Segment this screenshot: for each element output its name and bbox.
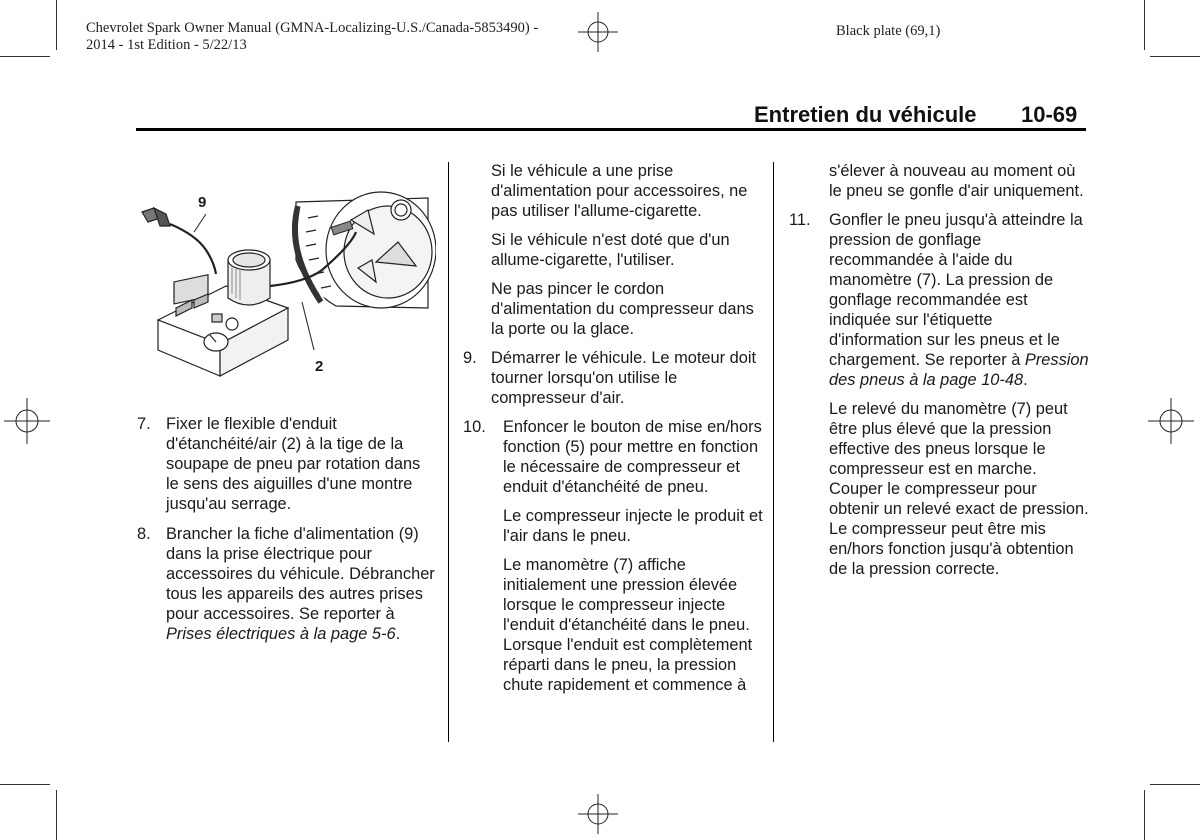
step-number: 11. (789, 211, 811, 229)
paragraph: Si le véhicule a une prise d'alimentation pour accessoires, ne pas utiliser l'allume-cigarette. (491, 162, 748, 220)
step-9 (463, 348, 763, 408)
registration-mark-left (4, 398, 50, 444)
step-text: Enfoncer le bouton de mise en/hors fonction (5) pour mettre en fonction le nécessaire de compresseur et enduit d'étanchéité de pneu. (503, 418, 762, 496)
step-10 (463, 417, 763, 497)
paragraph: s'élever à nouveau au moment où le pneu se gonfle d'air uniquement. (829, 162, 1084, 200)
print-header-line1: Chevrolet Spark Owner Manual (GMNA-Localizing-U.S./Canada-5853490) - (86, 20, 539, 36)
column-1 (137, 414, 437, 644)
column-divider-2 (773, 162, 774, 742)
tire-wheel-drawing (295, 192, 436, 308)
cross-reference-link[interactable]: Pression des pneus à la page 10-48 (829, 351, 1089, 389)
step-text: Fixer le flexible d'enduit d'étanchéité/air (2) à la tige de la soupape de pneu par rotation dans le sens des aiguilles d'une montre jusqu'au serrage. (166, 415, 421, 513)
step-7 (137, 414, 437, 514)
paragraph: Si le véhicule n'est doté que d'un allume-cigarette, l'utiliser. (491, 231, 730, 269)
page-number: 10-69 (1021, 102, 1078, 127)
step-number: 10. (463, 418, 486, 436)
tire-sealant-compressor-illustration (136, 190, 436, 385)
step-text: Gonfler le pneu jusqu'à atteindre la pression de gonflage recommandée à l'aide du manomètre (7). La pression de gonflage recommandée est indiquée sur l'étiquette d'information sur les pneus et le chargement. Se reporter à (829, 211, 1083, 369)
compressor-drawing (158, 250, 288, 376)
registration-mark-right (1148, 398, 1194, 444)
registration-mark-top (578, 12, 618, 52)
column-divider-1 (448, 162, 449, 742)
column-3 (789, 161, 1089, 579)
power-plug-drawing (142, 208, 216, 274)
section-title: Entretien du véhicule (754, 102, 977, 127)
step-number: 9. (463, 349, 477, 367)
column-2 (463, 161, 763, 695)
paragraph: Ne pas pincer le cordon d'alimentation du compresseur dans la porte ou la glace. (491, 280, 754, 338)
step-text: Démarrer le véhicule. Le moteur doit tourner lorsqu'on utilise le compresseur d'air. (491, 349, 757, 407)
step-text: Brancher la fiche d'alimentation (9) dans la prise électrique pour accessoires du véhicule. Débrancher tous les appareils des autres prises pour accessoires. Se reporter à (166, 525, 435, 623)
step-8 (137, 524, 437, 644)
registration-mark-bottom (578, 794, 618, 834)
sentence-end: . (395, 625, 401, 643)
callout-label-9: 9 (198, 194, 207, 211)
plate-label: Black plate (69,1) (836, 23, 941, 39)
paragraph: Le compresseur injecte le produit et l'air dans le pneu. (503, 507, 763, 545)
cross-reference-link[interactable]: Prises électriques à la page 5-6 (166, 625, 396, 643)
step-11 (789, 210, 1089, 390)
step-number: 8. (137, 525, 151, 543)
header-rule (136, 128, 1086, 131)
step-number: 7. (137, 415, 151, 433)
print-header-line2: 2014 - 1st Edition - 5/22/13 (86, 37, 247, 53)
print-header (86, 20, 538, 54)
paragraph: Le manomètre (7) affiche initialement une pression élevée lorsque le compresseur injecte l'enduit d'étanchéité dans le pneu. Lorsque l'enduit est complètement réparti dans le pneu, la pression chute rapidement et commence à (503, 556, 753, 694)
paragraph: Le relevé du manomètre (7) peut être plus élevé que la pression effective des pneus lorsque le compresseur est en marche. Couper le compresseur pour obtenir un relevé exact de pression. Le compresseur peut être mis en/hors fonction jusqu'à obtention de la pression correcte. (829, 400, 1089, 578)
sentence-end: . (1023, 371, 1028, 389)
callout-label-2: 2 (315, 358, 324, 375)
